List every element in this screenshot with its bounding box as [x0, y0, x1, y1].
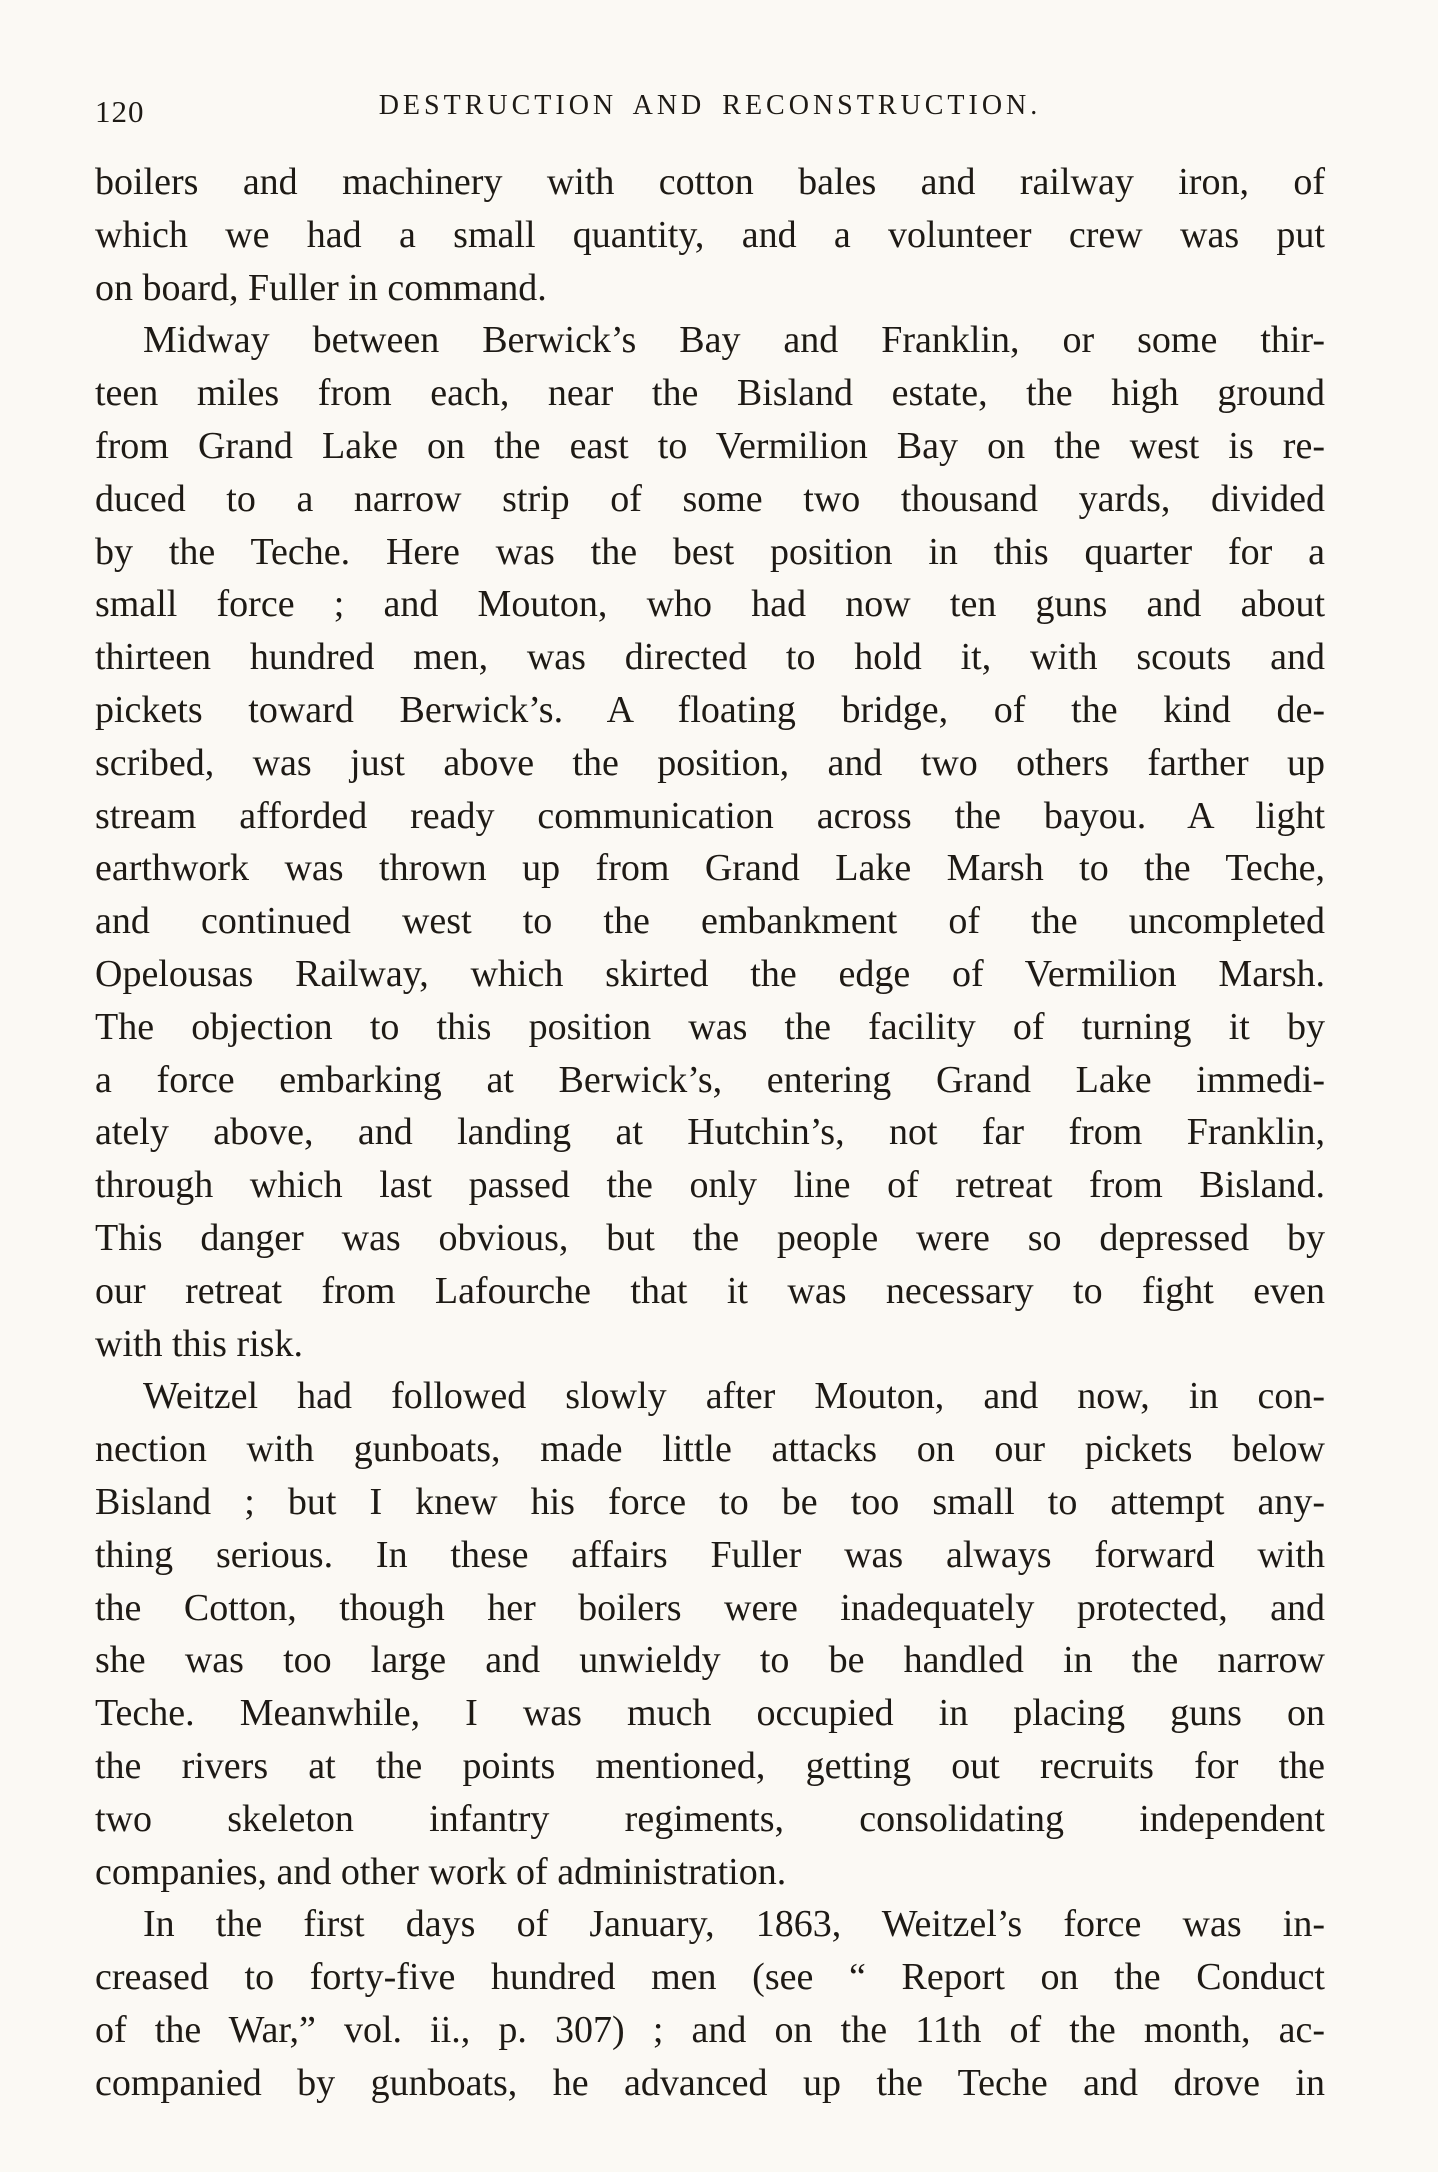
text-line: the Cotton, though her boilers were inadequately protected, and	[95, 1586, 1325, 1629]
text-line: the rivers at the points mentioned, getting out recruits for the	[95, 1744, 1325, 1787]
text-line: and continued west to the embankment of the uncompleted	[95, 900, 1325, 943]
text-line: Opelousas Railway, which skirted the edge of Vermilion Marsh.	[95, 952, 1325, 995]
text-line: The objection to this position was the facility of turning it by	[95, 1005, 1325, 1048]
text-line: Bisland ; but I knew his force to be too small to attempt any-	[95, 1480, 1325, 1523]
text-line: thirteen hundred men, was directed to hold it, with scouts and	[95, 636, 1325, 679]
running-header: DESTRUCTION AND RECONSTRUCTION.	[378, 90, 1042, 121]
text-line: companied by gunboats, he advanced up the Teche and drove in	[95, 2061, 1325, 2104]
text-line: through which last passed the only line of retreat from Bisland.	[95, 1164, 1325, 1207]
text-line: of the War,” vol. ii., p. 307) ; and on the 11th of the month, ac-	[95, 2008, 1325, 2051]
page-number: 120	[95, 94, 145, 129]
text-line: companies, and other work of administration.	[95, 1850, 787, 1893]
text-line: In the first days of January, 1863, Weitzel’s force was in-	[143, 1903, 1325, 1946]
text-line: boilers and machinery with cotton bales and railway iron, of	[95, 161, 1325, 203]
text-line: with this risk.	[95, 1322, 303, 1365]
text-line: This danger was obvious, but the people were so depressed by	[95, 1216, 1325, 1259]
text-line: Teche. Meanwhile, I was much occupied in placing guns on	[95, 1692, 1325, 1735]
text-line: on board, Fuller in command.	[95, 266, 547, 309]
text-line: thing serious. In these affairs Fuller was always forward with	[95, 1533, 1325, 1576]
text-line: from Grand Lake on the east to Vermilion Bay on the west is re-	[95, 424, 1325, 467]
page-header-row	[95, 90, 1325, 132]
text-line: she was too large and unwieldy to be handled in the narrow	[95, 1639, 1325, 1682]
text-line: our retreat from Lafourche that it was necessary to fight even	[95, 1269, 1325, 1312]
text-line: nection with gunboats, made little attacks on our pickets below	[95, 1428, 1325, 1471]
text-line: two skeleton infantry regiments, consolidating independent	[95, 1797, 1325, 1840]
text-line: creased to forty-five hundred men (see “ Report on the Conduct	[95, 1956, 1325, 1999]
text-line: Midway between Berwick’s Bay and Franklin, or some thir-	[143, 319, 1325, 362]
text-line: small force ; and Mouton, who had now ten guns and about	[95, 583, 1325, 626]
text-line: pickets toward Berwick’s. A floating bridge, of the kind de-	[95, 688, 1325, 731]
text-line: ately above, and landing at Hutchin’s, not far from Franklin,	[95, 1111, 1325, 1154]
text-line: stream afforded ready communication across the bayou. A light	[95, 794, 1325, 837]
text-line: duced to a narrow strip of some two thousand yards, divided	[95, 477, 1325, 520]
text-line: a force embarking at Berwick’s, entering Grand Lake immedi-	[95, 1058, 1325, 1101]
text-line: Weitzel had followed slowly after Mouton, and now, in con-	[143, 1375, 1325, 1418]
text-line: by the Teche. Here was the best position in this quarter for a	[95, 530, 1325, 573]
text-line: earthwork was thrown up from Grand Lake Marsh to the Teche,	[95, 847, 1325, 890]
text-line: teen miles from each, near the Bisland estate, the high ground	[95, 372, 1325, 415]
text-line: which we had a small quantity, and a volunteer crew was put	[95, 213, 1325, 256]
text-line: scribed, was just above the position, and two others farther up	[95, 741, 1325, 784]
page-body	[95, 156, 1325, 2109]
